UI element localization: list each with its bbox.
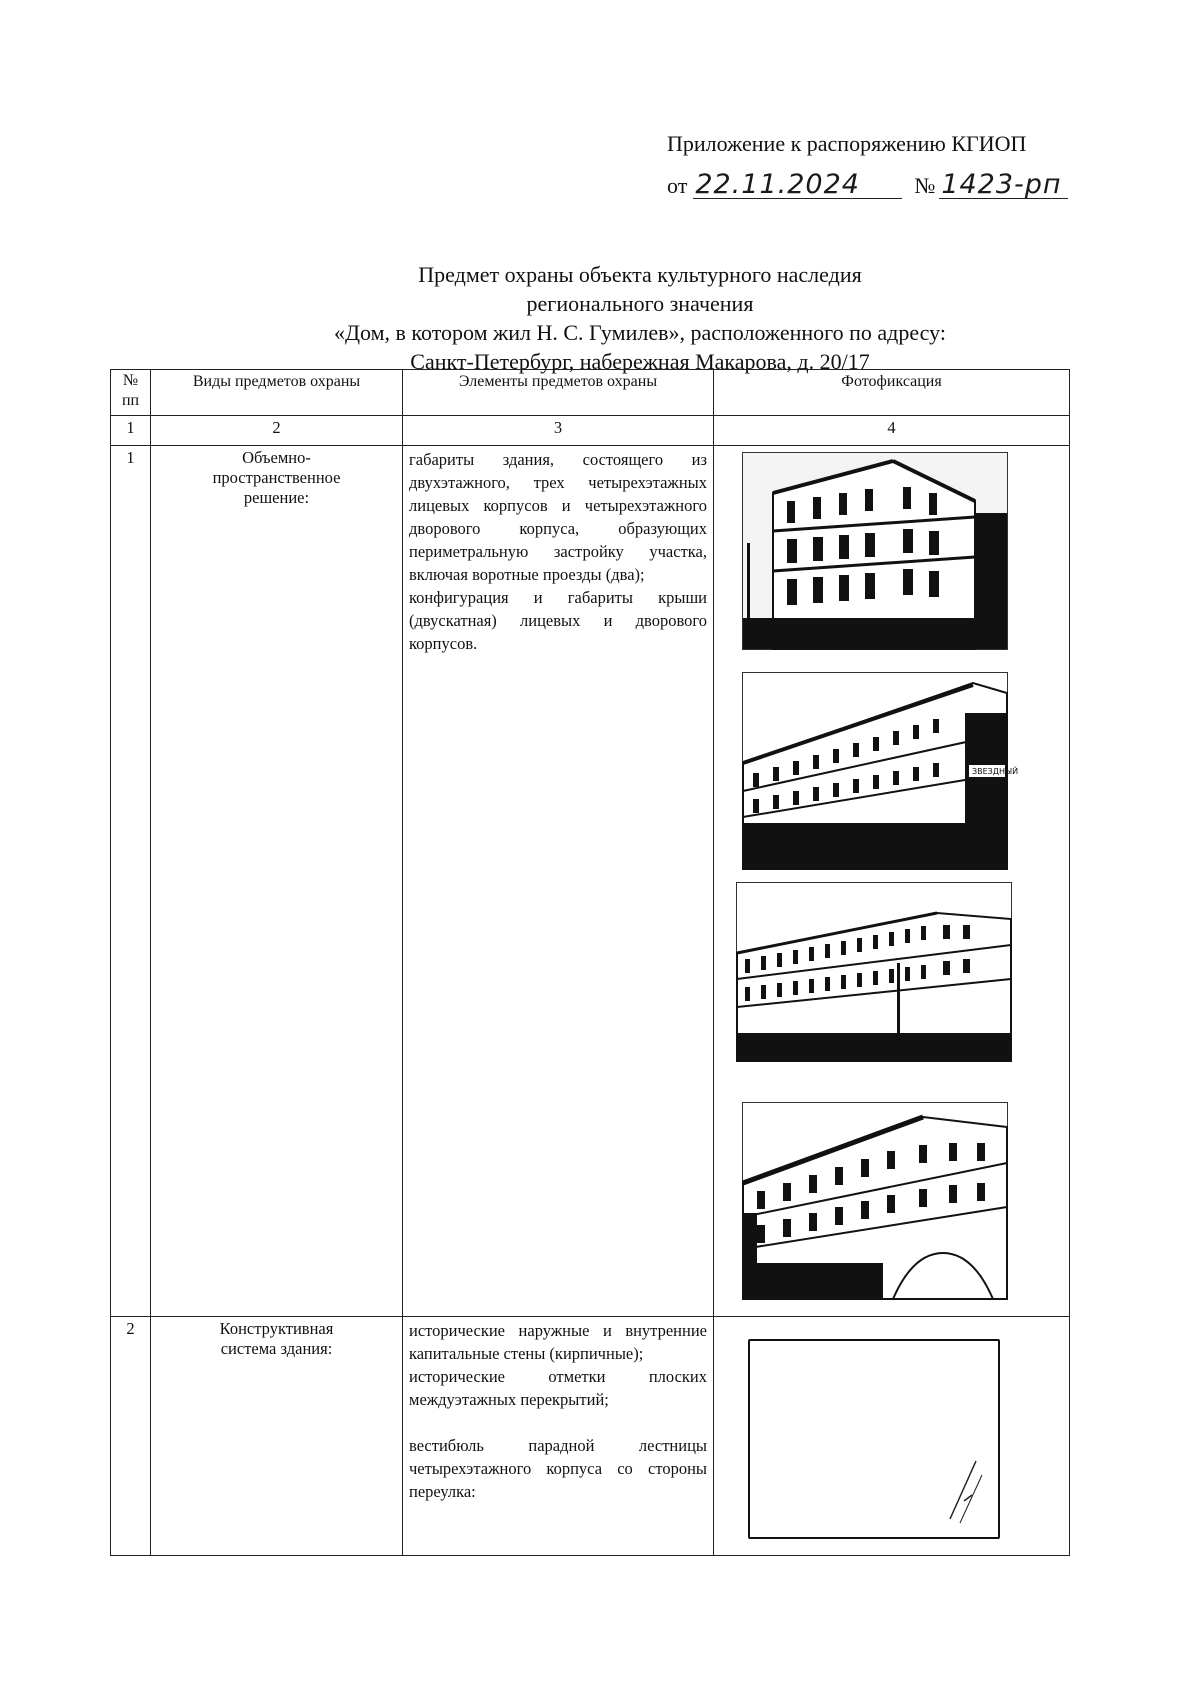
appendix-caption: Приложение к распоряжению КГИОП xyxy=(667,131,1027,156)
protection-type-line: решение: xyxy=(243,488,310,508)
order-date: 22.11.2024 xyxy=(693,172,902,199)
facade-photo xyxy=(742,1102,1008,1300)
header-elements: Элементы предметов охраны xyxy=(403,370,714,416)
protection-type xyxy=(151,1316,403,1555)
paragraph-spacer xyxy=(409,1411,707,1434)
elements-paragraph: исторические отметки плоских междуэтажных перекрытий; xyxy=(409,1366,707,1409)
number-sign: № xyxy=(914,173,936,198)
table-header-row xyxy=(111,370,1070,416)
column-number-3: 3 xyxy=(403,416,714,446)
header-number xyxy=(111,370,151,416)
column-number-2: 2 xyxy=(151,416,403,446)
photo-fixation-cell xyxy=(714,1316,1070,1555)
protection-elements xyxy=(403,1316,714,1555)
photo-fixation-cell xyxy=(714,446,1070,1317)
column-number-1: 1 xyxy=(111,416,151,446)
protection-type xyxy=(151,446,403,1317)
row-number: 2 xyxy=(111,1316,151,1555)
order-number: 1423-рп xyxy=(939,172,1068,199)
protection-type-line: Объемно- xyxy=(242,448,311,468)
row-number: 1 xyxy=(111,446,151,1317)
document-title xyxy=(200,260,1080,376)
facade-photo xyxy=(736,882,1012,1062)
header-number-line-1: № xyxy=(122,372,139,389)
protection-subject-table xyxy=(110,369,1070,1556)
title-line-1: Предмет охраны объекта культурного наследия xyxy=(418,262,862,287)
elements-paragraph: исторические наружные и внутренние капитальные стены (кирпичные); xyxy=(409,1320,707,1363)
elements-paragraph: габариты здания, состоящего из двухэтажного, трех четырехэтажных лицевых корпусов и четырехэтажного дворового корпуса, образующих периметральную застройку участка, включая воротные проезды (два); xyxy=(409,450,707,585)
shop-sign-text: ЗВЕЗДНЫЙ xyxy=(972,767,1019,777)
header-types: Виды предметов охраны xyxy=(151,370,403,416)
title-line-3: «Дом, в котором жил Н. С. Гумилев», расположенного по адресу: xyxy=(334,320,946,345)
protection-type-line: пространственное xyxy=(212,468,341,488)
protection-elements xyxy=(403,446,714,1317)
vestibule-photo xyxy=(748,1339,1000,1539)
protection-type-line: система здания: xyxy=(220,1338,333,1358)
table-row xyxy=(111,1316,1070,1555)
from-prefix: от xyxy=(667,173,688,198)
order-reference xyxy=(667,169,1068,200)
facade-photo xyxy=(742,452,1008,650)
title-line-4: Санкт-Петербург, набережная Макарова, д. 20/17 xyxy=(410,349,870,374)
header-number-line-2: пп xyxy=(121,392,140,409)
header-photos: Фотофиксация xyxy=(714,370,1070,416)
title-line-2: регионального значения xyxy=(526,291,754,316)
table-row xyxy=(111,446,1070,1317)
elements-paragraph: конфигурация и габариты крыши (двускатная) лицевых и дворового корпусов. xyxy=(409,588,707,654)
column-number-row xyxy=(111,416,1070,446)
column-number-4: 4 xyxy=(714,416,1070,446)
protection-type-line: Конструктивная xyxy=(219,1318,334,1338)
elements-paragraph: вестибюль парадной лестницы четырехэтажного корпуса со стороны переулка: xyxy=(409,1435,707,1501)
facade-photo xyxy=(742,672,1019,870)
